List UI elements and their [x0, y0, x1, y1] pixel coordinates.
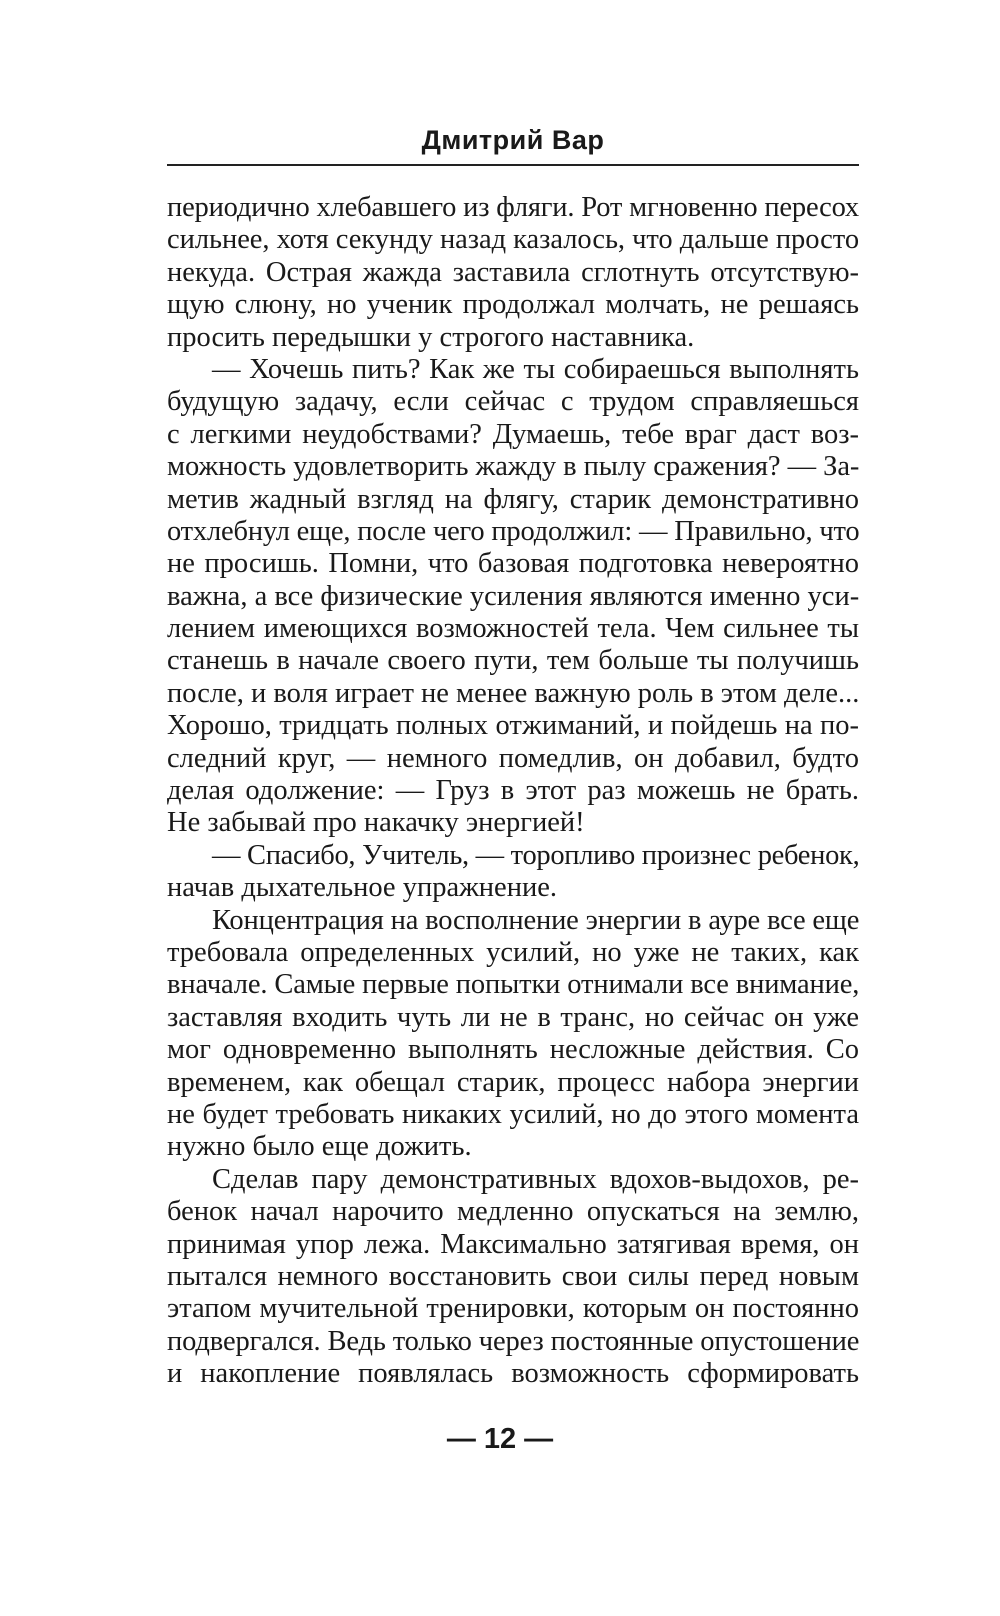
text-line: станешь в начале своего пути, тем больше ты получишь	[167, 645, 859, 677]
text-line: будущую задачу, если сейчас с трудом справляешься	[167, 386, 859, 418]
text-line: важна, а все физические усиления являются именно уси-	[167, 580, 860, 612]
text-line: бенок начал нарочито медленно опускаться на землю,	[167, 1196, 859, 1228]
text-line: — Хочешь пить? Как же ты собираешься выполнять	[212, 353, 859, 385]
text-line: с легкими неудобствами? Думаешь, тебе враг даст воз-	[167, 418, 859, 450]
text-line: — Спасибо, Учитель, — торопливо произнес ребенок,	[212, 839, 860, 871]
text-line: Сделав пару демонстративных вдохов-выдохов, ре-	[212, 1163, 859, 1195]
text-line: некуда. Острая жажда заставила сглотнуть отсутствую-	[167, 256, 859, 288]
text-line: щую слюну, но ученик продолжал молчать, не решаясь	[167, 289, 859, 321]
text-line: нужно было еще дожить.	[167, 1131, 472, 1163]
text-line: после, и воля играет не менее важную роль в этом деле...	[167, 677, 860, 709]
text-line: делая одолжение: — Груз в этот раз можешь не брать.	[167, 775, 859, 807]
text-line: отхлебнул еще, после чего продолжил: — Правильно, что	[167, 515, 860, 547]
text-line: просить передышки у строгого наставника.	[167, 321, 695, 353]
text-line: не просишь. Помни, что базовая подготовка невероятно	[167, 548, 859, 580]
text-line: заставляя входить чуть ли не в транс, но сейчас он уже	[167, 1001, 859, 1033]
text-line: метив жадный взгляд на флягу, старик демонстративно	[167, 483, 859, 515]
text-line: пытался немного восстановить свои силы перед новым	[167, 1260, 859, 1292]
text-line: сильнее, хотя секунду назад казалось, что дальше просто	[167, 224, 860, 256]
text-line: Не забывай про накачку энергией!	[167, 807, 585, 839]
header-author-name: Дмитрий Вар	[421, 125, 605, 155]
page-body-text	[167, 192, 859, 1390]
text-line: вначале. Самые первые попытки отнимали все внимание,	[167, 969, 860, 1001]
running-header	[167, 124, 859, 166]
text-line: лением имеющихся возможностей тела. Чем сильнее ты	[167, 613, 859, 645]
text-line: мог одновременно выполнять несложные действия. Со	[167, 1034, 859, 1066]
text-line: требовала определенных усилий, но уже не таких, как	[167, 936, 859, 968]
text-line: принимая упор лежа. Максимально затягивая время, он	[167, 1228, 859, 1260]
text-line: подвергался. Ведь только через постоянные опустошение	[167, 1325, 860, 1357]
text-line: и накопление появлялась возможность сформировать	[167, 1358, 859, 1390]
text-line: начав дыхательное упражнение.	[167, 872, 557, 904]
text-line: этапом мучительной тренировки, которым он постоянно	[167, 1293, 859, 1325]
text-line: следний круг, — немного помедлив, он добавил, будто	[167, 742, 859, 774]
page-number: — 12 —	[446, 1423, 554, 1455]
text-line: не будет требовать никаких усилий, но до этого момента	[167, 1098, 859, 1130]
text-line: периодично хлебавшего из фляги. Рот мгновенно пересох	[167, 192, 859, 223]
text-line: Концентрация на восполнение энергии в ауре все еще	[212, 904, 860, 936]
text-line: временем, как обещал старик, процесс набора энергии	[167, 1066, 859, 1098]
text-line: Хорошо, тридцать полных отжиманий, и пойдешь на по-	[167, 710, 859, 742]
text-line: можность удовлетворить жажду в пылу сражения? — За-	[167, 451, 860, 483]
